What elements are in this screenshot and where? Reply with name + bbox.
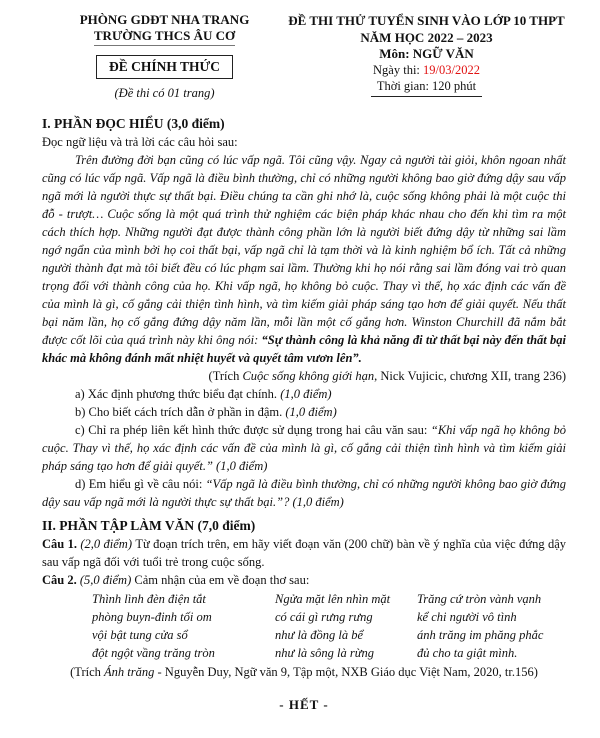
exam-date-value: 19/03/2022 (423, 63, 480, 77)
cau-2 (42, 571, 566, 589)
exam-date-label: Ngày thi: (373, 63, 424, 77)
header-left-block (42, 12, 287, 101)
section1-intro: Đọc ngữ liệu và trả lời các câu hỏi sau: (42, 135, 238, 149)
poem-line: kể chi người vô tình (417, 610, 517, 624)
section1-heading: I. PHẦN ĐỌC HIỂU (3,0 điểm) (42, 116, 225, 131)
exam-title-line2: NĂM HỌC 2022 – 2023 (360, 30, 493, 45)
official-exam-box-wrap (42, 46, 287, 79)
question-c-point: (1,0 điểm) (216, 459, 268, 473)
question-a: a) Xác định phương thức biểu đạt chính. (1,0 điểm) (75, 387, 332, 401)
poem-excerpt (92, 590, 566, 662)
poem-line: phòng buyn-đinh tối om (92, 610, 212, 624)
reading-passage (42, 151, 566, 367)
poem-line: Thình lình đèn điện tắt (92, 592, 206, 606)
question-d-quote: “Vấp ngã là điều bình thường, chỉ có những người không bao giờ đứng dậy sau vấp ngã mới là người thực sự thất bại.”? (42, 477, 567, 509)
cau-1-text: Từ đoạn trích trên, em hãy viết đoạn văn (200 chữ) bàn về ý nghĩa của việc đứng dậy sau vấp ngã đối với tuổi trẻ trong cuộc sống. (42, 537, 566, 569)
poem-line: Trăng cứ tròn vành vạnh (417, 592, 542, 606)
poem-line: vội bật tung cửa sổ (92, 628, 188, 642)
cau-1-label: Câu 1. (42, 537, 81, 551)
cau-2-point: (5,0 điểm) (79, 573, 135, 587)
official-exam-box: ĐỀ CHÍNH THỨC (96, 55, 233, 79)
header-right-block (287, 12, 566, 97)
passage-source-title: Cuộc sống không giới hạn (242, 369, 375, 383)
exam-duration: Thời gian: 120 phút (287, 78, 566, 97)
exam-header (42, 12, 566, 101)
exam-title-line1: ĐỀ THI THỬ TUYỂN SINH VÀO LỚP 10 THPT (288, 13, 565, 28)
question-d: d) Em hiểu gì về câu nói: “Vấp ngã là điều bình thường, chỉ có những người không bao giờ đứng dậy sau vấp ngã mới là người thực sự thất bại.”? (1,0 điểm) (42, 477, 567, 509)
question-d-point: (1,0 điểm) (292, 495, 344, 509)
exam-date-line (287, 62, 566, 78)
poem-stanza-3 (417, 590, 566, 662)
poem-line: đủ cho ta giật mình. (417, 646, 518, 660)
poem-line: ánh trăng im phăng phắc (417, 628, 544, 642)
poem-source: (Trích Ánh trăng - Nguyễn Duy, Ngữ văn 9, Tập một, NXB Giáo dục Việt Nam, 2020, tr.156) (70, 665, 538, 679)
question-a-point: (1,0 điểm) (280, 387, 332, 401)
school-name: TRƯỜNG THCS ÂU CƠ (42, 28, 287, 46)
poem-line: như là đồng là bể (275, 628, 364, 642)
passage-body: Trên đường đời bạn cũng có lúc vấp ngã. Tôi cũng vậy. Ngay cả người tài giỏi, khôn ngoan nhất cũng có lúc vấp ngã. Vấp ngã là điều bình thường, chỉ có những người không bao giờ đứng dậy sau vấp ngã mới là người thực sự thất bại. Điều chúng ta cần ghi nhớ là, cuộc sống không phải là một cuộc thi đỗ - trượt… Cuộc sống là một quá trình thử nghiệm các biện pháp khác nhau cho đến khi tìm ra một cách thích hợp. Những người đạt được thành công phần lớn là người biết đứng dậy từ những sai lầm ngớ ngẩn của mình bởi họ coi thất bại, vấp ngã chỉ là tạm thời và là kinh nghiệm bổ ích. Tất cả những người thành đạt mà tôi biết đều có lúc phạm sai lầm. Thường khi họ nói rằng sai lầm đóng vai trò quan trọng đối với thành công của họ. Khi vấp ngã, họ không bỏ cuộc. Thay vì thế, họ xác định các vấn đề của mình là gì, cố gắng cải thiện tình hình, và tìm kiếm giải pháp sáng tạo hơn để giải quyết. Nếu thất bại năm lần, họ cố gắng đứng dậy năm lần, mỗi lần một cố gắng hơn. Winston Churchill đã nắm bắt được cốt lõi của quá trình này khi ông nói: (42, 153, 566, 347)
poem-line: đột ngột vầng trăng tròn (92, 646, 215, 660)
end-marker: - HẾT - (279, 697, 329, 712)
pages-note: (Đề thi có 01 trang) (114, 86, 215, 100)
poem-line: như là sông là rừng (275, 646, 375, 660)
poem-line: có cái gì rưng rưng (275, 610, 373, 624)
question-c: c) Chỉ ra phép liên kết hình thức được sử dụng trong hai câu văn sau: “Khi vấp ngã họ không bỏ cuộc. Thay vì thế, họ xác định các vấn đề của mình là gì, cố gắng cải thiện tình hình và tìm kiếm giải pháp sáng tạo hơn để giải quyết.” (1,0 điểm) (42, 423, 567, 473)
poem-stanza-1 (92, 590, 275, 662)
cau-2-label: Câu 2. (42, 573, 80, 587)
passage-source: (Trích Cuộc sống không giới hạn, Nick Vujicic, chương XII, trang 236) (208, 369, 566, 383)
question-c-quote: “Khi vấp ngã họ không bỏ cuộc. Thay vì thế, họ xác định các vấn đề của mình là gì, cố gắng cải thiện tình hình và tìm kiếm giải pháp sáng tạo hơn để giải quyết.” (42, 423, 567, 473)
department-name: PHÒNG GDĐT NHA TRANG (79, 12, 250, 27)
section2-heading: II. PHẦN TẬP LÀM VĂN (7,0 điểm) (42, 518, 256, 533)
poem-stanza-2 (275, 590, 417, 662)
question-b: b) Cho biết cách trích dẫn ở phần in đậm. (1,0 điểm) (75, 405, 337, 419)
passage-quote-bold: “Sự thành công là khả năng đi từ thất bại này đến thất bại khác mà không đánh mất nhiệt huyết và quyết tâm vươn lên”. (42, 333, 566, 365)
cau-1 (42, 535, 566, 571)
exam-subject: Môn: NGỮ VĂN (379, 46, 474, 61)
cau-2-text: Cảm nhận của em về đoạn thơ sau: (134, 573, 310, 587)
question-b-point: (1,0 điểm) (285, 405, 337, 419)
poem-line: Ngửa mặt lên nhìn mặt (275, 592, 391, 606)
cau-1-point: (2,0 điểm) (80, 537, 136, 551)
poem-source-title: Ánh trăng (104, 665, 155, 679)
